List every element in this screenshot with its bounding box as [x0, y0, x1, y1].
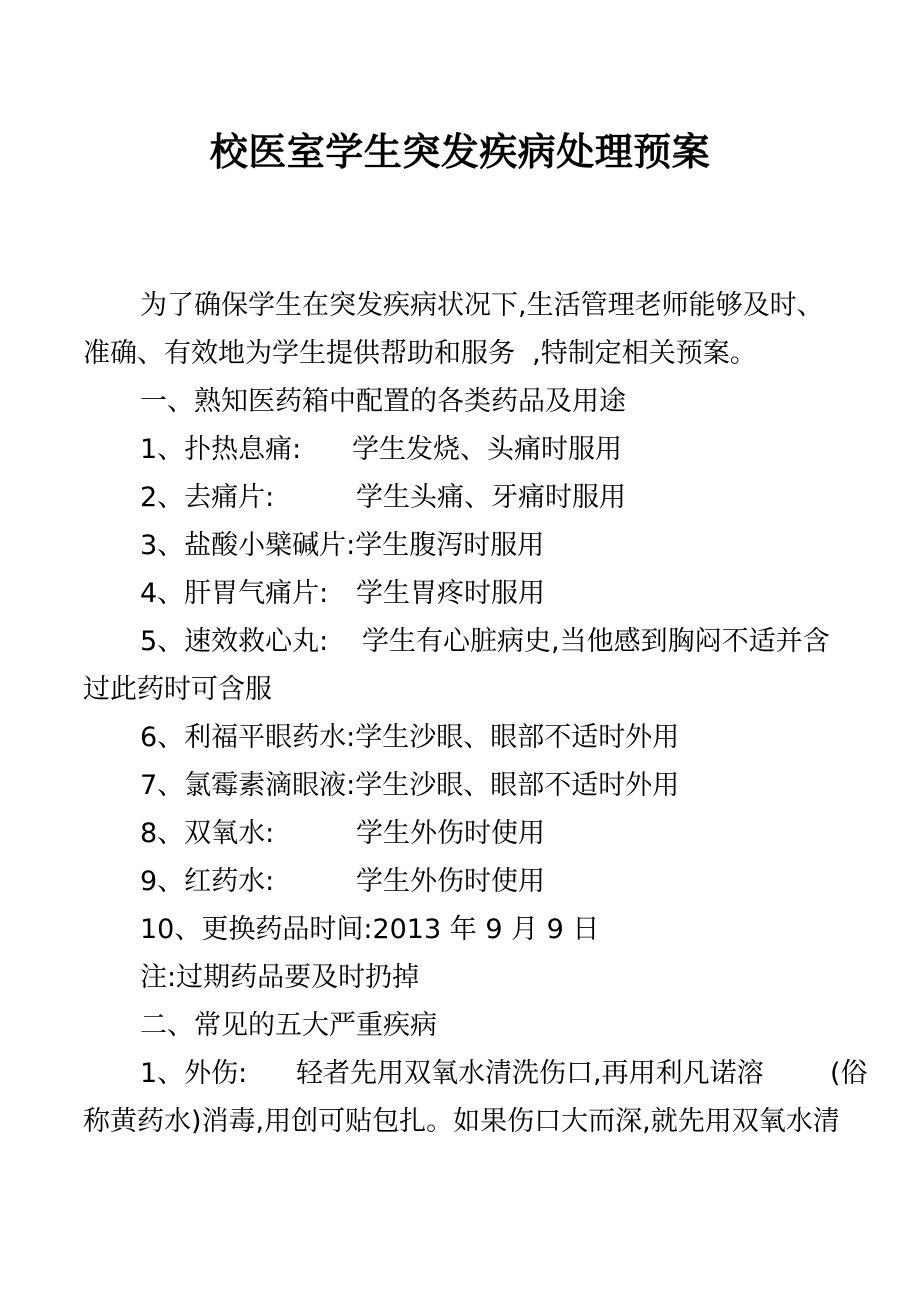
disease-treatment-paren: (俗	[830, 1058, 868, 1089]
disease-item-1	[140, 1054, 870, 1094]
medicine-use: 学生沙眼、眼部不适时外用	[355, 722, 680, 753]
medicine-item-5-continued: 过此药时可含服	[83, 674, 272, 705]
disease-item-1-continued: 称黄药水)消毒,用创可贴包扎。如果伤口大而深,就先用双氧水清	[83, 1106, 840, 1137]
medicine-name: 3、盐酸小檗碱片:	[140, 530, 356, 561]
medicine-use: 学生腹泻时服用	[355, 530, 545, 561]
medicine-use: 学生胃疼时服用	[356, 578, 545, 609]
medicine-name: 9、红药水:	[140, 866, 275, 897]
medicine-name: 4、肝胃气痛片:	[140, 578, 329, 609]
intro-line-1: 为了确保学生在突发疾病状况下,生活管理老师能够及时、	[140, 290, 824, 321]
replace-time: 10、更换药品时间:2013 年 9 月 9 日	[140, 914, 600, 945]
medicine-use: 学生外伤时使用	[356, 818, 545, 849]
medicine-use: 学生有心脏病史,当他感到胸闷不适并含	[362, 626, 830, 657]
medicine-name: 7、氯霉素滴眼液:	[140, 770, 356, 801]
section2-heading: 二、常见的五大严重疾病	[140, 1010, 437, 1041]
medicine-item-5	[140, 622, 830, 662]
medicine-use: 学生外伤时使用	[356, 866, 545, 897]
disease-treatment: 轻者先用双氧水清洗伤口,再用利凡诺溶	[296, 1058, 764, 1089]
medicine-name: 1、扑热息痛:	[140, 434, 302, 465]
medicine-item-4	[140, 574, 545, 614]
medicine-name: 5、速效救心丸:	[140, 626, 329, 657]
medicine-item-2	[140, 478, 626, 518]
expiry-note: 注:过期药品要及时扔掉	[140, 962, 420, 993]
medicine-item-9	[140, 862, 545, 902]
medicine-name: 6、利福平眼药水:	[140, 722, 356, 753]
medicine-name: 2、去痛片:	[140, 482, 275, 513]
medicine-name: 8、双氧水:	[140, 818, 275, 849]
medicine-item-8	[140, 814, 545, 854]
intro-line-2: 准确、有效地为学生提供帮助和服务 ,特制定相关预案。	[83, 338, 757, 369]
medicine-item-6	[140, 718, 679, 758]
medicine-item-3	[140, 526, 544, 566]
medicine-item-7	[140, 766, 679, 806]
disease-name: 1、外伤:	[140, 1058, 248, 1089]
medicine-use: 学生头痛、牙痛时服用	[356, 482, 626, 513]
medicine-use: 学生发烧、头痛时服用	[352, 434, 622, 465]
medicine-item-1	[140, 430, 622, 470]
medicine-use: 学生沙眼、眼部不适时外用	[355, 770, 680, 801]
page-title: 校医室学生突发疾病处理预案	[209, 130, 711, 174]
section1-heading: 一、熟知医药箱中配置的各类药品及用途	[140, 386, 626, 417]
